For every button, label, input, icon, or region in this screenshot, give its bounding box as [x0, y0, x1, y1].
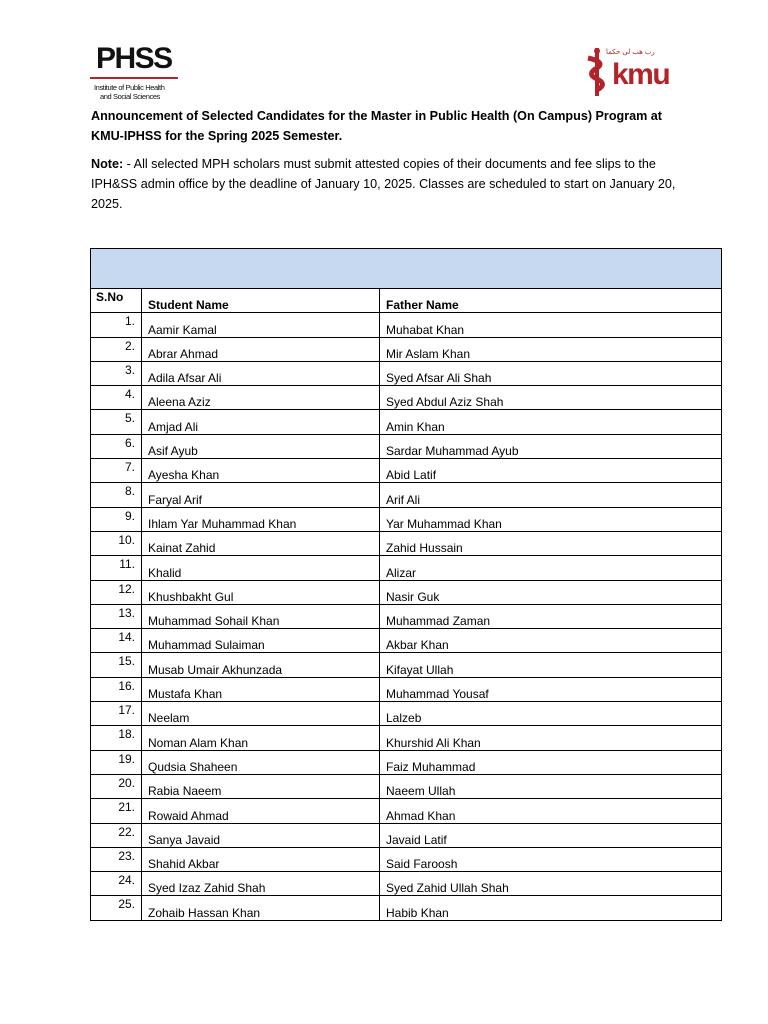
row-sno: 23. [91, 847, 142, 871]
row-father-name: Lalzeb [380, 702, 722, 726]
table-row [91, 410, 722, 434]
row-father-name: Alizar [380, 556, 722, 580]
row-father-name: Arif Ali [380, 483, 722, 507]
selected-candidates-table [90, 248, 722, 921]
row-student-name: Sanya Javaid [142, 823, 380, 847]
row-father-name: Syed Zahid Ullah Shah [380, 872, 722, 896]
row-father-name: Said Faroosh [380, 847, 722, 871]
table-row [91, 507, 722, 531]
table-row [91, 483, 722, 507]
header-sno: S.No [91, 289, 142, 313]
row-student-name: Rabia Naeem [142, 774, 380, 798]
row-student-name: Ayesha Khan [142, 459, 380, 483]
row-father-name: Muhammad Zaman [380, 604, 722, 628]
row-sno: 19. [91, 750, 142, 774]
row-sno: 6. [91, 434, 142, 458]
row-student-name: Asif Ayub [142, 434, 380, 458]
kmu-tagline: رب ھب لی حکما [606, 49, 655, 56]
row-student-name: Khushbakht Gul [142, 580, 380, 604]
header-father-name: Father Name [380, 289, 722, 313]
table-row [91, 726, 722, 750]
row-student-name: Amjad Ali [142, 410, 380, 434]
table-row [91, 774, 722, 798]
header-student-name: Student Name [142, 289, 380, 313]
table-row [91, 629, 722, 653]
row-student-name: Ihlam Yar Muhammad Khan [142, 507, 380, 531]
row-student-name: Syed Izaz Zahid Shah [142, 872, 380, 896]
table-row [91, 896, 722, 920]
row-father-name: Sardar Muhammad Ayub [380, 434, 722, 458]
row-sno: 18. [91, 726, 142, 750]
row-student-name: Khalid [142, 556, 380, 580]
iphss-subtitle-line-1: Institute of Public Health [94, 83, 165, 92]
iphss-logo-title: PHSS [96, 42, 172, 75]
row-sno: 15. [91, 653, 142, 677]
table-row [91, 313, 722, 337]
table-banner-row [91, 249, 722, 289]
row-student-name: Qudsia Shaheen [142, 750, 380, 774]
row-father-name: Kifayat Ullah [380, 653, 722, 677]
row-father-name: Javaid Latif [380, 823, 722, 847]
row-sno: 10. [91, 531, 142, 555]
row-father-name: Syed Afsar Ali Shah [380, 361, 722, 385]
table-row [91, 459, 722, 483]
row-sno: 21. [91, 799, 142, 823]
iphss-logo [90, 44, 182, 104]
table-banner-cell [91, 249, 722, 289]
row-father-name: Akbar Khan [380, 629, 722, 653]
row-father-name: Habib Khan [380, 896, 722, 920]
iphss-subtitle-line-2: and Social Sciences [100, 92, 160, 101]
row-student-name: Zohaib Hassan Khan [142, 896, 380, 920]
row-father-name: Muhabat Khan [380, 313, 722, 337]
row-sno: 4. [91, 386, 142, 410]
row-father-name: Muhammad Yousaf [380, 677, 722, 701]
table-row [91, 531, 722, 555]
row-sno: 14. [91, 629, 142, 653]
row-sno: 1. [91, 313, 142, 337]
kmu-logo-title: kmu [612, 58, 670, 91]
row-student-name: Abrar Ahmad [142, 337, 380, 361]
row-student-name: Neelam [142, 702, 380, 726]
row-student-name: Noman Alam Khan [142, 726, 380, 750]
row-father-name: Ahmad Khan [380, 799, 722, 823]
row-sno: 22. [91, 823, 142, 847]
row-father-name: Mir Aslam Khan [380, 337, 722, 361]
table-row [91, 337, 722, 361]
row-father-name: Naeem Ullah [380, 774, 722, 798]
row-sno: 7. [91, 459, 142, 483]
table-header-row [91, 289, 722, 313]
row-father-name: Nasir Guk [380, 580, 722, 604]
row-sno: 8. [91, 483, 142, 507]
table-row [91, 556, 722, 580]
row-sno: 16. [91, 677, 142, 701]
table-row [91, 604, 722, 628]
table-row [91, 361, 722, 385]
row-father-name: Khurshid Ali Khan [380, 726, 722, 750]
row-sno: 17. [91, 702, 142, 726]
table-row [91, 702, 722, 726]
note-label: Note: [91, 157, 124, 171]
table-row [91, 653, 722, 677]
row-sno: 13. [91, 604, 142, 628]
note-text: - All selected MPH scholars must submit attested copies of their documents and fee slips to the IPH&SS admin office by the deadline of January 10, 2025. Classes are scheduled to start on January 20, 2025. [91, 157, 676, 211]
row-student-name: Mustafa Khan [142, 677, 380, 701]
row-student-name: Adila Afsar Ali [142, 361, 380, 385]
table-row [91, 580, 722, 604]
row-sno: 20. [91, 774, 142, 798]
kmu-logo [584, 46, 684, 100]
row-sno: 24. [91, 872, 142, 896]
table-row [91, 434, 722, 458]
announcement-heading: Announcement of Selected Candidates for the Master in Public Health (On Campus) Program at KMU-IPHSS for the Spring 2025 Semester. [91, 109, 663, 143]
row-father-name: Amin Khan [380, 410, 722, 434]
row-father-name: Yar Muhammad Khan [380, 507, 722, 531]
row-sno: 11. [91, 556, 142, 580]
table-row [91, 750, 722, 774]
row-student-name: Rowaid Ahmad [142, 799, 380, 823]
row-student-name: Muhammad Sohail Khan [142, 604, 380, 628]
row-sno: 3. [91, 361, 142, 385]
row-student-name: Faryal Arif [142, 483, 380, 507]
table-row [91, 847, 722, 871]
row-sno: 25. [91, 896, 142, 920]
row-sno: 9. [91, 507, 142, 531]
row-sno: 5. [91, 410, 142, 434]
row-sno: 2. [91, 337, 142, 361]
row-student-name: Aamir Kamal [142, 313, 380, 337]
table-row [91, 872, 722, 896]
row-sno: 12. [91, 580, 142, 604]
row-father-name: Syed Abdul Aziz Shah [380, 386, 722, 410]
row-student-name: Musab Umair Akhunzada [142, 653, 380, 677]
row-student-name: Muhammad Sulaiman [142, 629, 380, 653]
iphss-logo-subtitle [94, 83, 184, 101]
row-father-name: Zahid Hussain [380, 531, 722, 555]
table-row [91, 677, 722, 701]
row-father-name: Abid Latif [380, 459, 722, 483]
table-row [91, 386, 722, 410]
table-row [91, 799, 722, 823]
row-father-name: Faiz Muhammad [380, 750, 722, 774]
row-student-name: Shahid Akbar [142, 847, 380, 871]
row-student-name: Kainat Zahid [142, 531, 380, 555]
row-student-name: Aleena Aziz [142, 386, 380, 410]
iphss-logo-bar [90, 77, 178, 79]
announcement-note [91, 154, 691, 214]
table-row [91, 823, 722, 847]
